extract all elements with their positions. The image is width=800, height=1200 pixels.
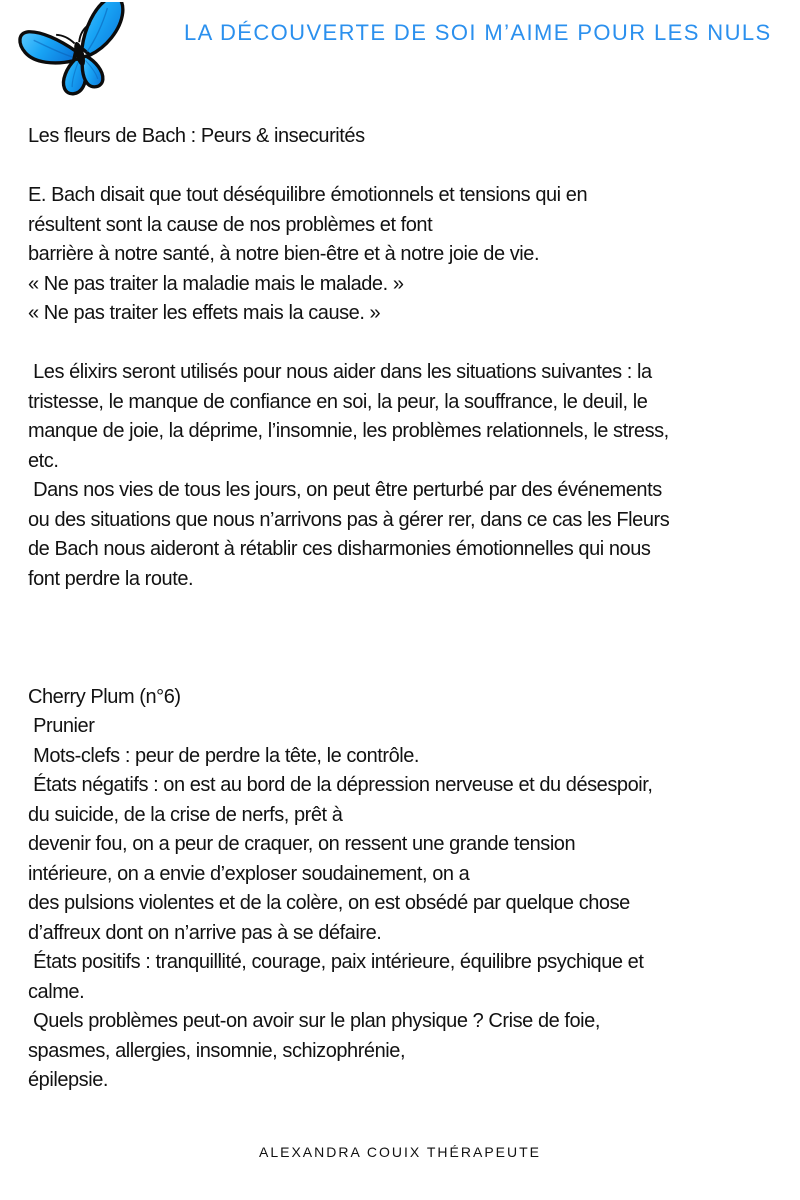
text-line: etc. <box>28 449 59 472</box>
text-line: Cherry Plum (n°6) <box>28 685 181 708</box>
text-line: spasmes, allergies, insomnie, schizophrénie, <box>28 1039 406 1062</box>
text-line: E. Bach disait que tout déséquilibre émotionnels et tensions qui en <box>28 184 588 206</box>
text-line: des pulsions violentes et de la colère, on est obsédé par quelque chose <box>28 892 630 914</box>
butterfly-icon <box>14 2 146 98</box>
text-line: d’affreux dont on n’arrive pas à se défaire. <box>28 921 382 944</box>
text-line: Prunier <box>28 715 95 737</box>
text-line: intérieure, on a envie d’exploser soudainement, on a <box>28 862 470 885</box>
text-line: Quels problèmes peut-on avoir sur le plan physique ? Crise de foie, <box>28 1010 600 1032</box>
text-line <box>28 653 776 683</box>
text-line: Dans nos vies de tous les jours, on peut être perturbé par des événements <box>28 479 662 501</box>
text-line: font perdre la route. <box>28 567 194 590</box>
text-line: États positifs : tranquillité, courage, paix intérieure, équilibre psychique et <box>28 951 644 973</box>
text-line: calme. <box>28 980 85 1003</box>
text-line: États négatifs : on est au bord de la dépression nerveuse et du désespoir, <box>28 774 653 796</box>
text-line: manque de joie, la déprime, l’insomnie, les problèmes relationnels, le stress, <box>28 420 669 442</box>
text-line <box>28 152 776 182</box>
page-title: LA DÉCOUVERTE DE SOI M’AIME POUR LES NULS <box>184 20 772 45</box>
text-line: épilepsie. <box>28 1069 109 1091</box>
page-footer <box>0 1144 800 1160</box>
text-line: « Ne pas traiter la maladie mais le malade. » <box>28 272 404 295</box>
footer-text: ALEXANDRA COUIX THÉRAPEUTE <box>258 1144 542 1160</box>
text-line: Les élixirs seront utilisés pour nous aider dans les situations suivantes : la <box>28 361 652 383</box>
text-line <box>28 594 776 624</box>
document-body <box>28 122 776 1096</box>
text-line: Mots-clefs : peur de perdre la tête, le contrôle. <box>28 744 420 767</box>
text-line: Les fleurs de Bach : Peurs & insecurités <box>28 125 365 147</box>
text-line: résultent sont la cause de nos problèmes et font <box>28 213 433 236</box>
text-line: tristesse, le manque de confiance en soi, la peur, la souffrance, le deuil, le <box>28 390 648 413</box>
text-line <box>28 329 776 359</box>
text-line: ou des situations que nous n’arrivons pas à gérer rer, dans ce cas les Fleurs <box>28 508 670 531</box>
text-line: barrière à notre santé, à notre bien-être et à notre joie de vie. <box>28 243 540 265</box>
text-line: devenir fou, on a peur de craquer, on ressent une grande tension <box>28 833 576 855</box>
text-line: « Ne pas traiter les effets mais la cause. » <box>28 302 381 324</box>
text-line: de Bach nous aideront à rétablir ces disharmonies émotionnelles qui nous <box>28 538 651 560</box>
butterfly-logo <box>14 2 146 98</box>
text-line: du suicide, de la crise de nerfs, prêt à <box>28 803 343 826</box>
text-line <box>28 624 776 654</box>
